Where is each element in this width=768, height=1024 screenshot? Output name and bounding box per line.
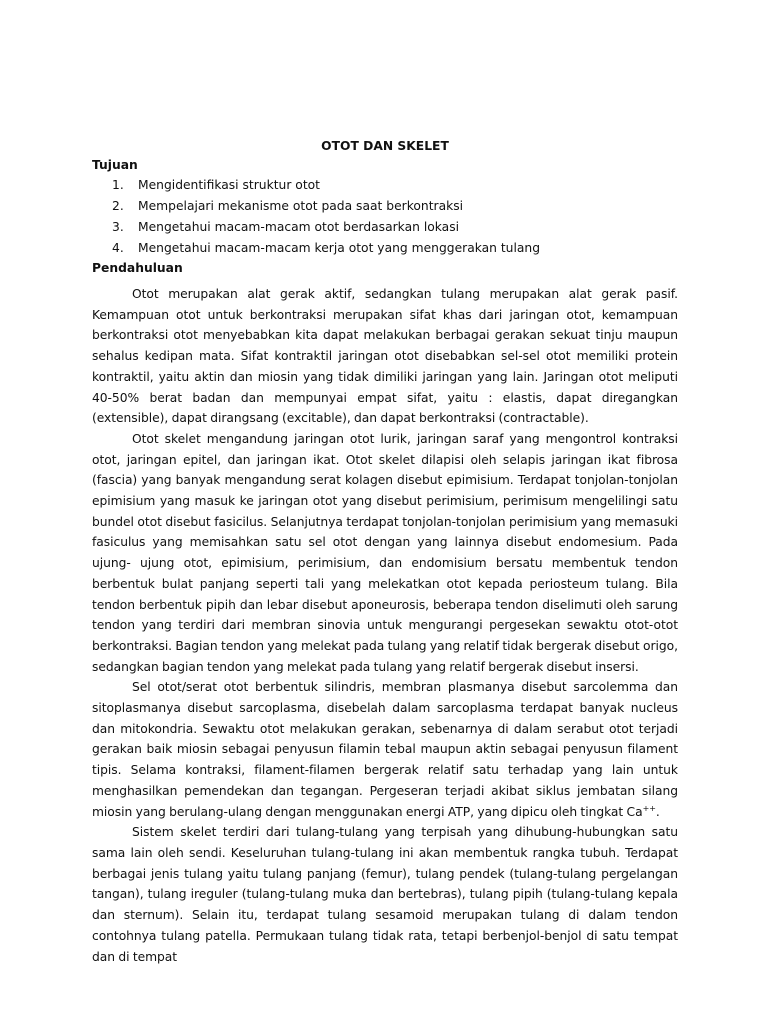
calcium-superscript: ++ <box>642 803 656 813</box>
list-number: 2. <box>112 199 124 213</box>
list-number: 4. <box>112 241 124 255</box>
document-page <box>92 137 678 967</box>
list-number: 3. <box>112 220 124 234</box>
paragraph-3-text: Sel otot/serat otot berbentuk silindris, membran plasmanya disebut sarcolemma dan sitoplasmanya disebut sarcoplasma, disebelah dalam sarcoplasma terdapat banyak nucleus dan mitokondria. Sewaktu otot melakukan gerakan, sebenarnya di dalam serabut otot terjadi gerakan baik miosin sebagai penyusun filamin tebal maupun aktin sebagai penyusun filament tipis. Selama kontraksi, filament-filamen bergerak relatif satu terhadap yang lain untuk menghasilkan pemendekan dan tegangan. Pergeseran terjadi akibat siklus jembatan silang miosin yang berulang-ulang dengan menggunakan energi ATP, yang dipicu oleh tingkat Ca <box>92 680 678 819</box>
paragraph-3-tail: . <box>655 804 660 819</box>
list-number: 1. <box>112 178 124 192</box>
list-text: Mempelajari mekanisme otot pada saat berkontraksi <box>138 199 464 213</box>
list-text: Mengetahui macam-macam kerja otot yang menggerakan tulang <box>138 241 541 255</box>
list-text: Mengidentifikasi struktur otot <box>138 178 320 192</box>
paragraph-4: Sistem skelet terdiri dari tulang-tulang yang terpisah yang dihubung-hubungkan satu sama lain oleh sendi. Keseluruhan tulang-tulang ini akan membentuk rangka tubuh. Terdapat berbagai jenis tulang yaitu tulang panjang (femur), tulang pendek (tulang-tulang pergelangan tangan), tulang ireguler (tulang-tulang muka dan bertebras), tulang pipih (tulang-tulang kepala dan sternum). Selain itu, terdapat tulang sesamoid merupakan tulang di dalam tendon contohnya tulang patella. Permukaan tulang tidak rata, tetapi berbenjol-benjol di satu tempat dan di tempat <box>92 825 678 964</box>
paragraph-3 <box>92 677 678 822</box>
tujuan-list <box>92 175 678 259</box>
list-item <box>92 196 678 217</box>
document-title: OTOT DAN SKELET <box>321 139 449 153</box>
list-item <box>92 238 678 259</box>
paragraph-2: Otot skelet mengandung jaringan otot lurik, jaringan saraf yang mengontrol kontraksi otot, jaringan epitel, dan jaringan ikat. Otot skelet dilapisi oleh selapis jaringan ikat fibrosa (fascia) yang banyak mengandung serat kolagen disebut epimisium. Terdapat tonjolan-tonjolan epimisium yang masuk ke jaringan otot yang disebut perimisium, perimisum mengelilingi satu bundel otot disebut fasicilus. Selanjutnya terdapat tonjolan-tonjolan perimisium yang memasuki fasiculus yang memisahkan satu sel otot dengan yang lainnya disebut endomesium. Pada ujung- ujung otot, epimisium, perimisium, dan endomisium bersatu membentuk tendon berbentuk bulat panjang seperti tali yang melekatkan otot kepada periosteum tulang. Bila tendon berbentuk pipih dan lebar disebut aponeurosis, beberapa tendon diselimuti oleh sarung tendon yang terdiri dari membran sinovia untuk mengurangi pergesekan sewaktu otot-otot berkontraksi. Bagian tendon yang melekat pada tulang yang relatif tidak bergerak disebut origo, sedangkan bagian tendon yang melekat pada tulang yang relatif bergerak disebut insersi. <box>92 431 678 674</box>
pendahuluan-heading: Pendahuluan <box>92 261 183 275</box>
tujuan-heading: Tujuan <box>92 158 138 172</box>
list-text: Mengetahui macam-macam otot berdasarkan lokasi <box>138 220 460 234</box>
list-item <box>92 175 678 196</box>
list-item <box>92 217 678 238</box>
paragraph-1: Otot merupakan alat gerak aktif, sedangkan tulang merupakan alat gerak pasif. Kemampuan otot untuk berkontraksi merupakan sifat khas dari jaringan otot, kemampuan berkontraksi otot menyebabkan kita dapat melakukan berbagai gerakan sekuat tinju maupun sehalus kedipan mata. Sifat kontraktil jaringan otot disebabkan sel-sel otot memiliki protein kontraktil, yaitu aktin dan miosin yang tidak dimiliki jaringan yang lain. Jaringan otot meliputi 40-50% berat badan dan mempunyai empat sifat, yaitu : elastis, dapat diregangkan (extensible), dapat dirangsang (excitable), dan dapat berkontraksi (contractable). <box>92 287 678 426</box>
